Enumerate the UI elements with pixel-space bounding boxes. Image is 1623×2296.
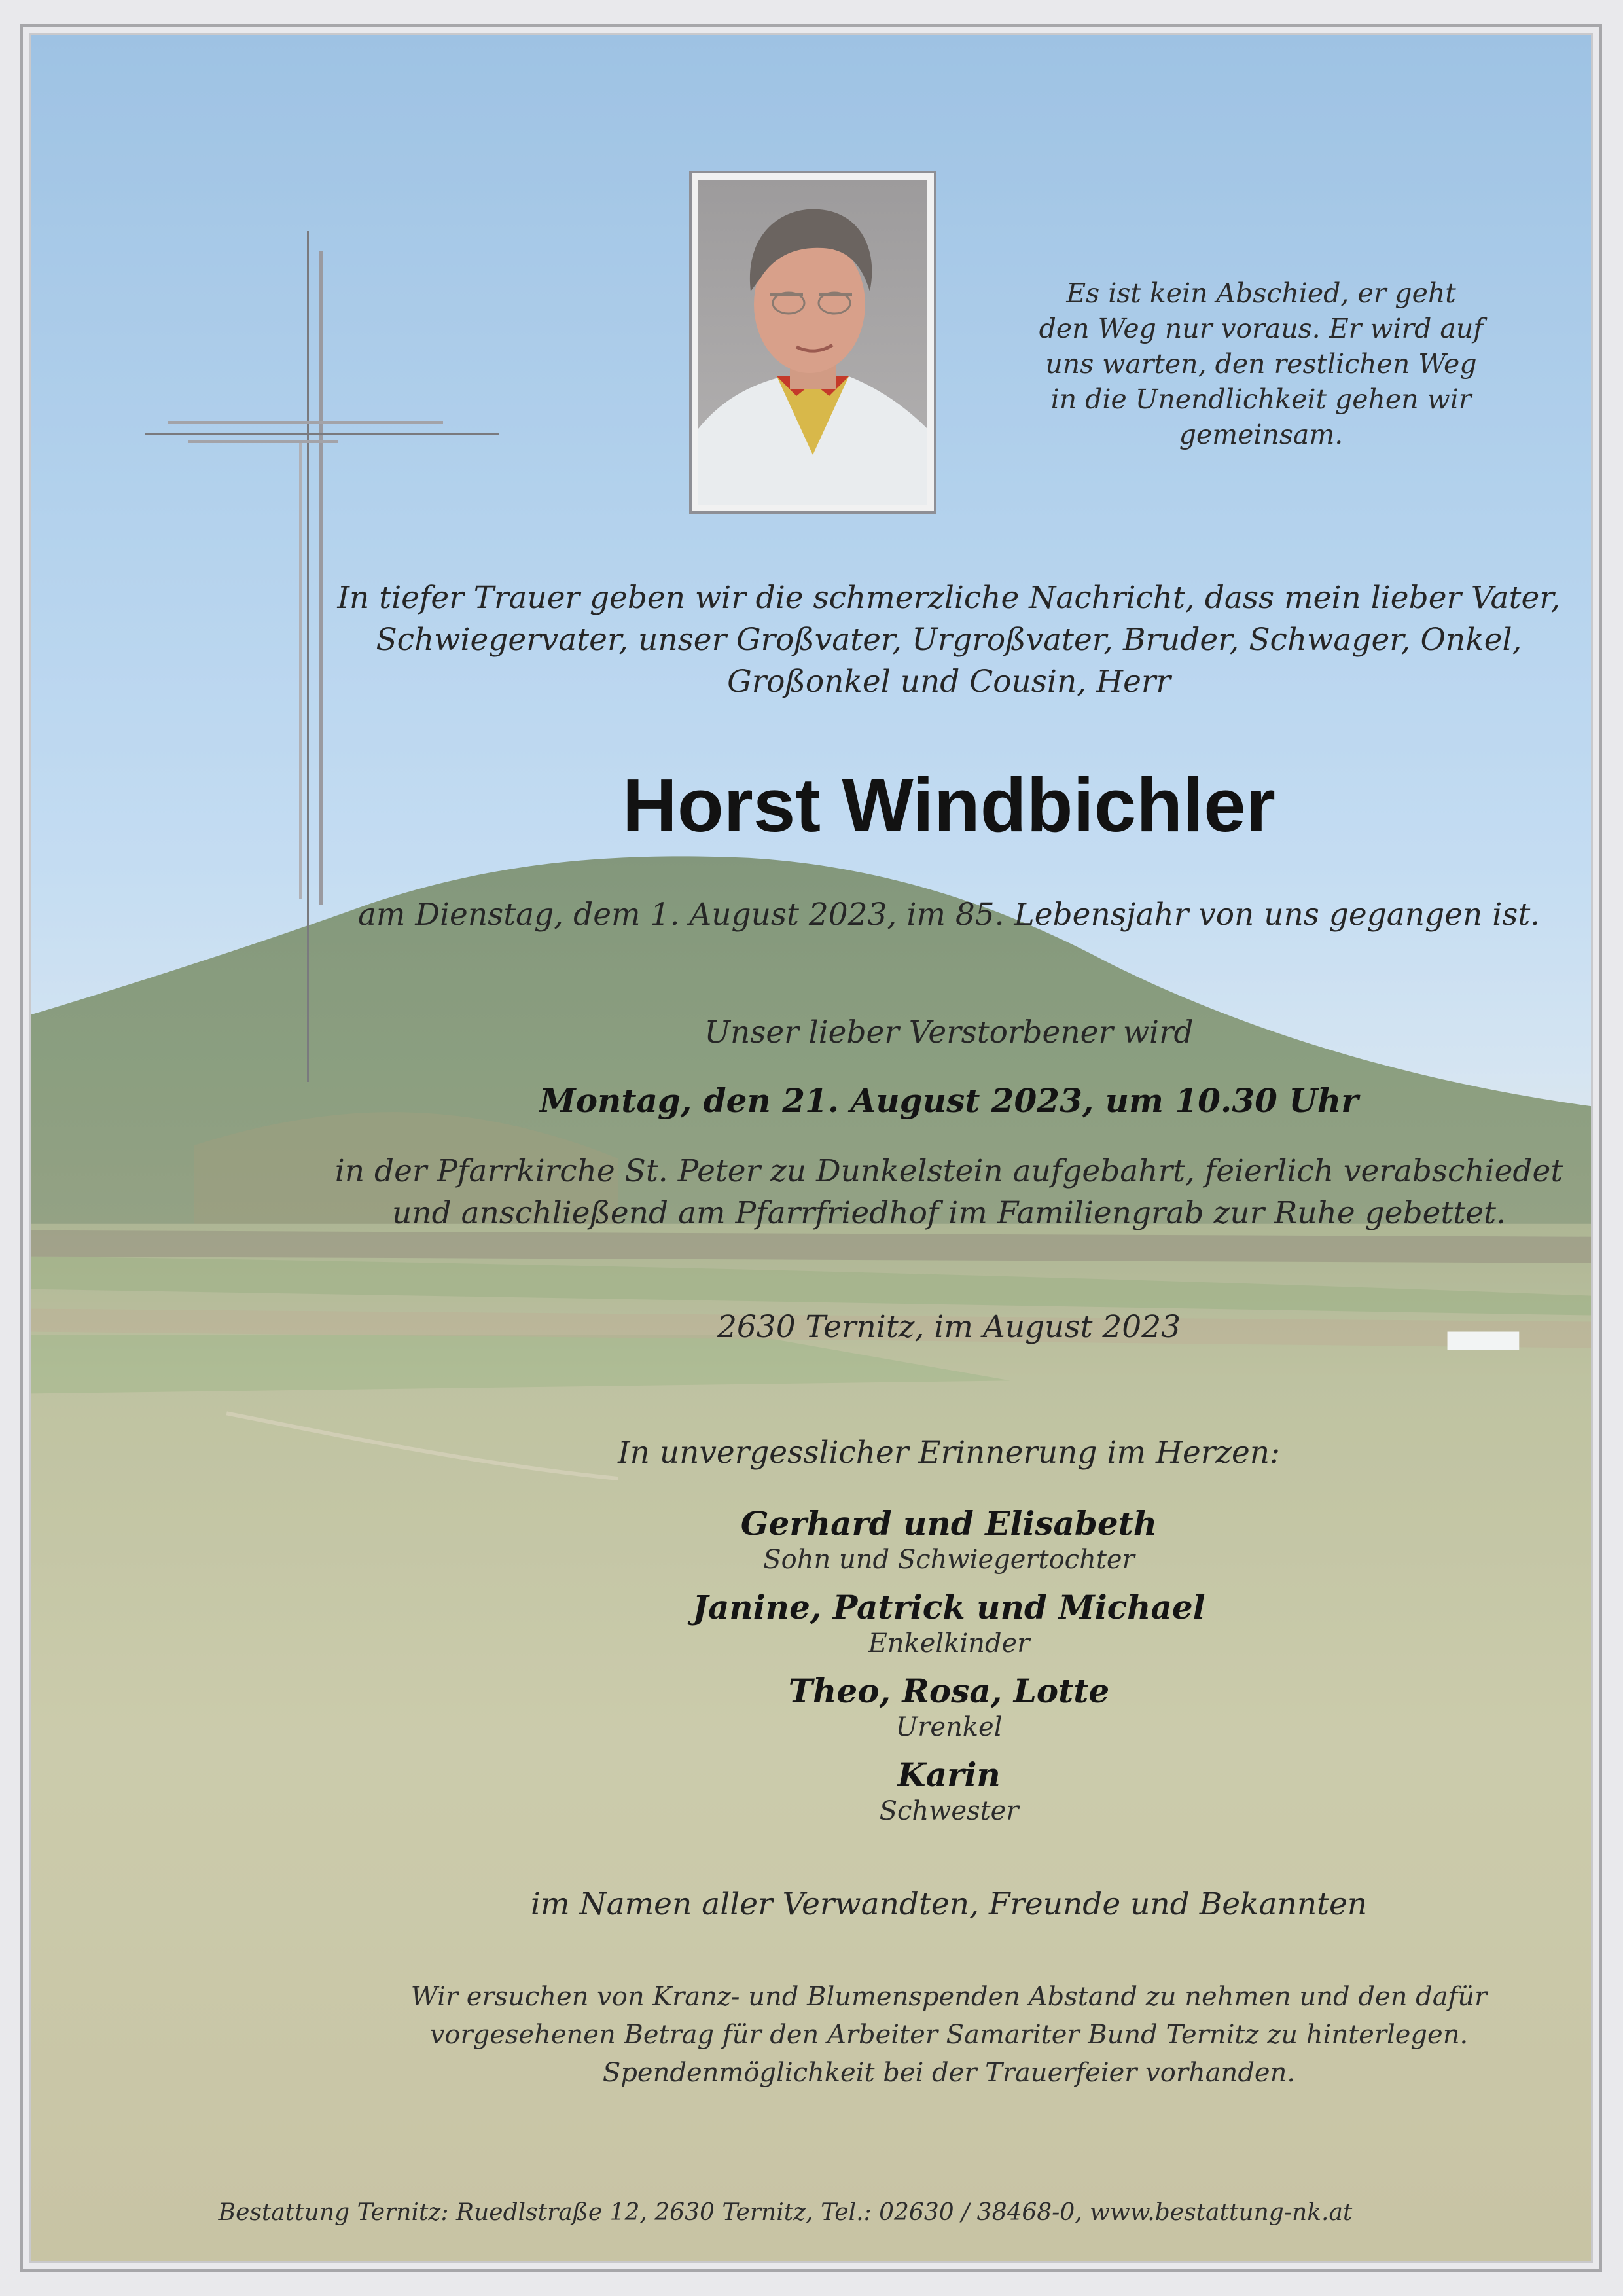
- mourner-entry: [327, 1755, 1571, 1827]
- portrait-figure: [698, 180, 927, 505]
- cross-vertical-line: [307, 231, 309, 1082]
- memory-line: In unvergesslicher Erinnerung im Herzen:: [618, 1435, 1280, 1471]
- deceased-name: Horst Windbichler: [622, 762, 1275, 848]
- funeral-place: in der Pfarrkirche St. Peter zu Dunkelstein aufgebahrt, feierlich verabschiedet und anschließend am Pfarrfriedhof im Familiengrab zur Ruhe gebettet.: [334, 1153, 1563, 1231]
- cross-horizontal-line-light: [188, 440, 338, 443]
- intro-text: In tiefer Trauer geben wir die schmerzliche Nachricht, dass mein lieber Vater, Schwiegervater, unser Großvater, Urgroßvater, Bruder, Schwager, Onkel, Großonkel und Cousin, Herr: [337, 580, 1561, 700]
- mourner-entry: [327, 1588, 1571, 1660]
- death-notice: am Dienstag, dem 1. August 2023, im 85. Lebensjahr von uns gegangen ist.: [357, 897, 1541, 933]
- place-and-date: 2630 Ternitz, im August 2023: [717, 1309, 1181, 1345]
- mourner-relation: Sohn und Schwiegertochter: [763, 1545, 1135, 1575]
- portrait-photo: [698, 180, 927, 505]
- cross-horizontal-line-shadow: [168, 421, 443, 424]
- funeral-lead: Unser lieber Verstorbener wird: [704, 1014, 1194, 1050]
- cross-vertical-line-shadow: [319, 251, 323, 905]
- relatives-line: im Namen aller Verwandten, Freunde und Bekannten: [530, 1886, 1368, 1922]
- cross-vertical-line-light: [299, 440, 302, 899]
- donation-note: Wir ersuchen von Kranz- und Blumenspenden Abstand zu nehmen und den dafür vorgesehenen Betrag für den Arbeiter Samariter Bund Ternitz zu hinterlegen. Spendenmöglichkeit bei der Trauerfeier vorhanden.: [410, 1982, 1488, 2088]
- mourner-name: Theo, Rosa, Lotte: [788, 1672, 1110, 1710]
- mourner-relation: Enkelkinder: [868, 1628, 1030, 1659]
- cross-horizontal-line: [145, 433, 499, 435]
- mourner-relation: Urenkel: [895, 1712, 1003, 1742]
- portrait-frame: [689, 171, 936, 514]
- funeral-date: Montag, den 21. August 2023, um 10.30 Uhr: [539, 1081, 1359, 1120]
- mourner-entry: [327, 1504, 1571, 1576]
- motto-quote: Es ist kein Abschied, er geht den Weg nur voraus. Er wird auf uns warten, den restlichen Weg in die Unendlichkeit gehen wir gemeinsam.: [1039, 278, 1484, 450]
- mourner-relation: Schwester: [879, 1796, 1019, 1826]
- funeral-home-footer: Bestattung Ternitz: Ruedlstraße 12, 2630 Ternitz, Tel.: 02630 / 38468-0, www.bestattung-nk.at: [218, 2199, 1353, 2226]
- mourner-name: Karin: [897, 1755, 1001, 1794]
- mourner-name: Gerhard und Elisabeth: [740, 1504, 1158, 1543]
- mourner-entry: [327, 1672, 1571, 1744]
- mourner-name: Janine, Patrick und Michael: [692, 1588, 1205, 1626]
- mourners-list: [327, 1504, 1571, 1839]
- obituary-card: [29, 33, 1593, 2263]
